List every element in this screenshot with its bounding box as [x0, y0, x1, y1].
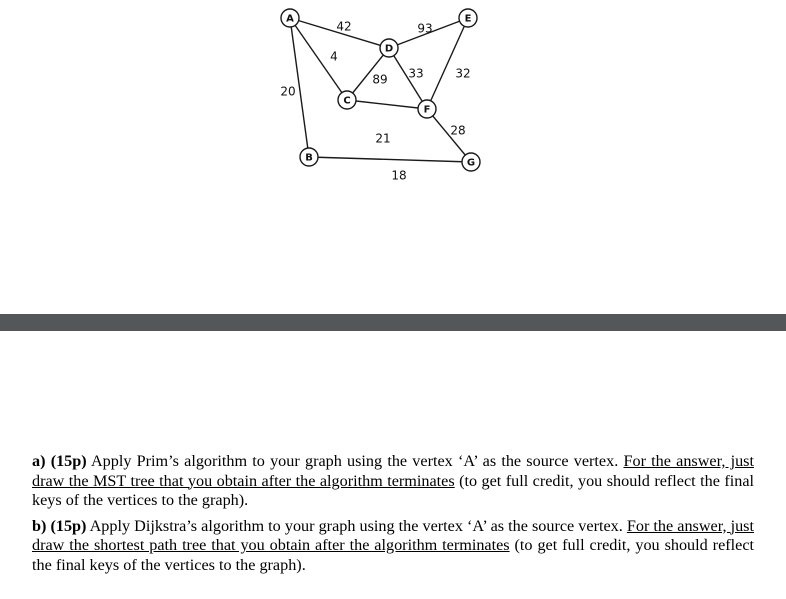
edge-weight-d-e: 93	[417, 21, 433, 36]
graph-nodes	[281, 9, 480, 171]
questions	[32, 452, 754, 581]
node-label: F	[423, 104, 431, 116]
question-a	[32, 452, 754, 511]
edge-weight-e-f: 32	[455, 66, 471, 81]
edge-b-g	[309, 157, 471, 162]
edge-weight-c-f: 21	[375, 131, 391, 146]
node-label: E	[464, 13, 472, 25]
node-c	[338, 91, 356, 109]
node-label: A	[286, 13, 294, 25]
edge-weight-f-g: 28	[450, 123, 466, 138]
edge-c-f	[347, 100, 427, 109]
node-label: G	[466, 157, 476, 169]
edge-weight-a-d: 42	[336, 19, 352, 34]
node-f	[418, 100, 436, 118]
node-label: D	[384, 43, 394, 55]
edge-weight-d-c: 89	[372, 72, 388, 87]
question-b-label: b) (15p)	[32, 516, 87, 535]
edge-weight-d-f: 33	[408, 66, 424, 81]
question-a-instruction: For the answer, just draw the MST tree that you obtain after the algorithm terminates	[32, 452, 754, 490]
node-d	[380, 39, 398, 57]
question-b-tail: (to get full credit, you should reflect the final keys of the vertices to the graph).	[32, 536, 755, 574]
node-b	[300, 148, 318, 166]
edge-weight-a-c: 4	[330, 49, 338, 64]
question-a-text: Apply Prim’s algorithm to your graph using the vertex ‘A’ as the source vertex.	[86, 452, 624, 470]
edge-weight-a-b: 20	[280, 84, 296, 99]
question-a-tail: (to get full credit, you should reflect the final keys of the vertices to the graph).	[32, 471, 755, 509]
node-e	[459, 9, 477, 27]
question-b-instruction: For the answer, just draw the shortest path tree that you obtain after the algorithm terminates	[32, 516, 754, 554]
question-b	[32, 517, 754, 576]
question-b-text: Apply Dijkstra’s algorithm to your graph using the vertex ‘A’ as the source vertex.	[86, 516, 627, 535]
node-label: B	[305, 152, 313, 164]
node-g	[462, 153, 480, 171]
edge-weight-b-g: 18	[391, 168, 407, 183]
node-a	[281, 9, 299, 27]
node-label: C	[343, 95, 351, 107]
separator-bar	[0, 314, 786, 331]
question-a-label: a) (15p)	[32, 452, 87, 470]
